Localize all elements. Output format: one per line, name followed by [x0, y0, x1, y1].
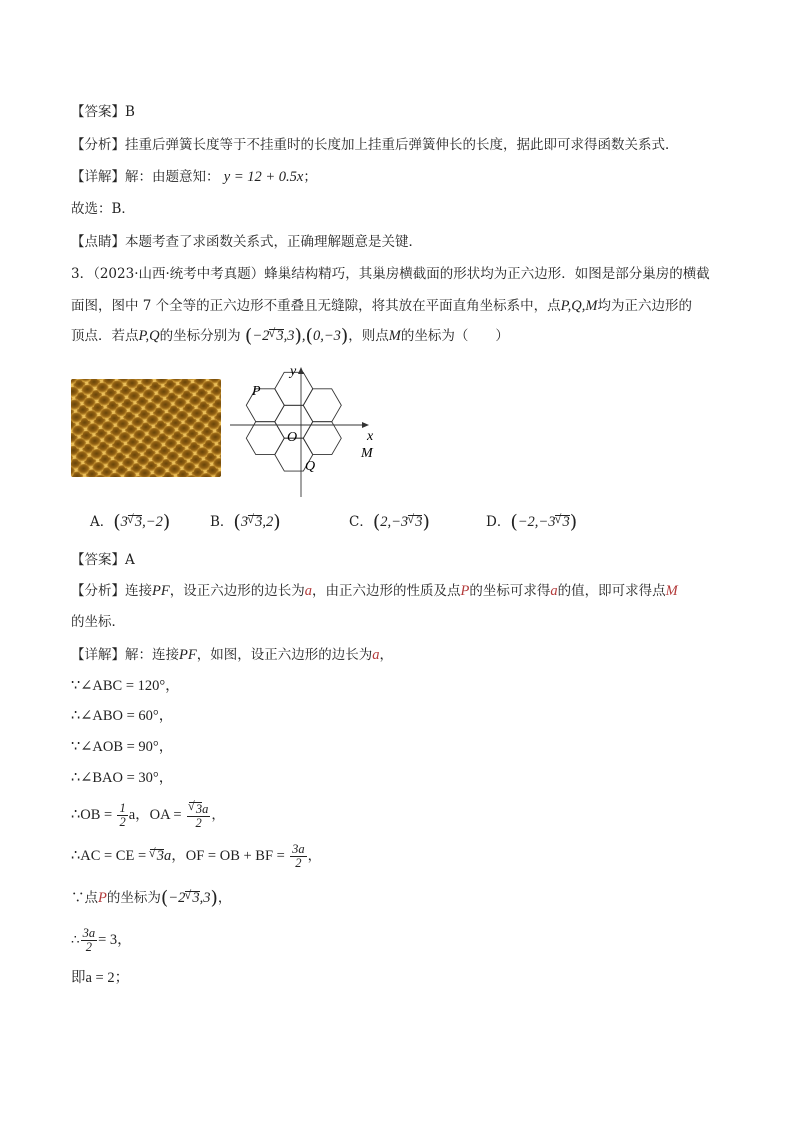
detail3-t1: 解：连接	[125, 647, 179, 663]
coordinate-p-2: (−2√ 3,3)	[161, 890, 218, 906]
analysis3-t3: ，由正六边形的性质及点	[311, 583, 461, 599]
question-text-f: 的坐标为（ ）	[400, 328, 509, 344]
step-8-b: = 3，	[98, 932, 132, 948]
hexagon-cell	[303, 389, 341, 422]
question-text-c: 顶点．若点	[71, 328, 139, 344]
option-a-value: (3√ 3,−2)	[113, 514, 170, 530]
x-axis	[230, 422, 369, 428]
step-7-b: 的坐标为	[106, 890, 161, 906]
segment-pf: PF	[152, 583, 170, 599]
detail-line	[71, 168, 317, 186]
coordinate-p: (−2√ 3,3),(0,−3)	[245, 328, 348, 344]
detail-label: 【详解】	[71, 169, 125, 185]
y-axis-label: y	[290, 364, 297, 379]
step-5-c: ，	[211, 807, 225, 823]
option-b-value: (3√ 3,2)	[233, 514, 280, 530]
step-6-b: ，OF = OB + BF =	[171, 848, 285, 864]
detail-text: 解：由题意知：	[125, 169, 220, 185]
hexagon-coordinate-figure	[226, 362, 386, 500]
detail3-label: 【详解】	[71, 647, 125, 663]
detail3-line	[71, 646, 393, 664]
step-5-b: a，OA =	[128, 807, 182, 823]
option-b-letter: B．	[210, 514, 234, 530]
analysis3-t1: 连接	[125, 583, 152, 599]
var-a: a	[304, 583, 312, 599]
analysis3-t4: 的坐标可求得	[469, 583, 551, 599]
point-p-label: P	[252, 384, 261, 399]
step-6-a: ∴AC = CE =	[71, 848, 150, 864]
detail3-a: a	[372, 647, 380, 663]
step-7	[71, 889, 231, 907]
var-m: M	[665, 583, 678, 599]
fraction-3a-2-b: $\frac{3a}{2}$	[82, 926, 96, 954]
analysis-text: 挂重后弹簧长度等于不挂重时的长度加上挂重后弹簧伸长的长度，据此即可求得函数关系式．	[125, 137, 679, 153]
step-8	[71, 925, 132, 955]
option-c-letter: C．	[349, 514, 373, 530]
option-d-value: (−2,−3√ 3)	[510, 514, 577, 530]
sqrt3a: √ 3a	[150, 848, 172, 864]
hexagon-cell	[246, 422, 284, 455]
detail3-pf: PF	[179, 647, 197, 663]
analysis3-t2: ，设正六边形的边长为	[169, 583, 305, 599]
answer-line	[71, 103, 135, 121]
fraction-one-half: $\frac{1}{2}$	[119, 801, 126, 829]
comment-text: 本题考查了求函数关系式，正确理解题意是关键．	[125, 234, 422, 250]
answer3-label: 【答案】	[71, 552, 125, 568]
points-pq: P,Q	[138, 328, 160, 344]
analysis3-line-2: 的坐标．	[71, 614, 125, 630]
answer3-value: A	[125, 552, 135, 568]
analysis-label: 【分析】	[71, 137, 125, 153]
step-5	[71, 800, 225, 830]
step-7-p: P	[98, 890, 107, 906]
option-c[interactable]	[349, 513, 430, 531]
step-9: 即a = 2；	[71, 970, 130, 986]
detail3-t2: ，如图，设正六边形的边长为	[196, 647, 373, 663]
fraction-sqrt3a-2: √ $\frac{3a}{2}$	[187, 802, 211, 830]
fraction-3a-2: $\frac{3a}{2}$	[292, 842, 305, 870]
detail3-t3: ，	[379, 647, 393, 663]
analysis3-t5: 的值，即可求得点	[557, 583, 666, 599]
hexagon-cell	[303, 422, 341, 455]
honeycomb-photo	[71, 379, 221, 477]
answer-value: B	[125, 104, 135, 120]
question-text-a: 面图，图中 7 个全等的正六边形不重叠且无缝隙，将其放在平面直角坐标系中，点	[71, 298, 561, 314]
question-line-3	[71, 327, 509, 345]
question-line-2	[71, 297, 692, 315]
origin-label: O	[287, 430, 298, 445]
option-c-value: (2,−3√ 3)	[373, 514, 430, 530]
points-pqm: P,Q,M	[560, 298, 598, 314]
step-5-a: ∴OB =	[71, 807, 113, 823]
step-7-c: ，	[217, 890, 232, 906]
step-2: ∴∠ABO = 60°，	[71, 708, 174, 724]
comment-line	[71, 233, 422, 251]
step-1: ∵∠ABC = 120°，	[71, 678, 180, 694]
x-axis-label: x	[367, 429, 374, 444]
question-text-d: 的坐标分别为	[159, 328, 241, 344]
function-equation: y = 12 + 0.5x	[223, 169, 304, 185]
analysis3-line-1	[71, 582, 678, 600]
option-a[interactable]	[90, 513, 170, 531]
step-7-a: ∵点	[71, 890, 98, 906]
answer-label: 【答案】	[71, 104, 125, 120]
point-m-label: M	[361, 446, 373, 461]
var-a-2: a	[550, 583, 558, 599]
question-text-b: 均为正六边形的	[597, 298, 692, 314]
comment-label: 【点睛】	[71, 234, 125, 250]
step-8-a: ∴	[71, 932, 80, 948]
question-text-e: ，则点	[348, 328, 389, 344]
point-m: M	[388, 328, 401, 344]
option-d-letter: D．	[486, 514, 511, 530]
step-6-c: ，	[307, 848, 322, 864]
question-line-1: 3．（2023·山西·统考中考真题）蜂巢结构精巧，其巢房横截面的形状均为正六边形．如图是部分巢房的横截	[71, 266, 710, 282]
option-d[interactable]	[486, 513, 577, 531]
analysis3-label: 【分析】	[71, 583, 125, 599]
point-q-label: Q	[305, 459, 316, 474]
analysis-line	[71, 136, 679, 154]
option-a-letter: A．	[90, 514, 114, 530]
step-4: ∴∠BAO = 30°，	[71, 770, 174, 786]
answer3-line	[71, 551, 135, 569]
option-b[interactable]	[210, 513, 281, 531]
step-3: ∵∠AOB = 90°，	[71, 739, 174, 755]
choice-line: 故选：B．	[71, 201, 135, 217]
y-axis	[298, 367, 304, 497]
detail-end: ；	[303, 169, 317, 185]
var-p: P	[460, 583, 470, 599]
step-6	[71, 841, 321, 871]
